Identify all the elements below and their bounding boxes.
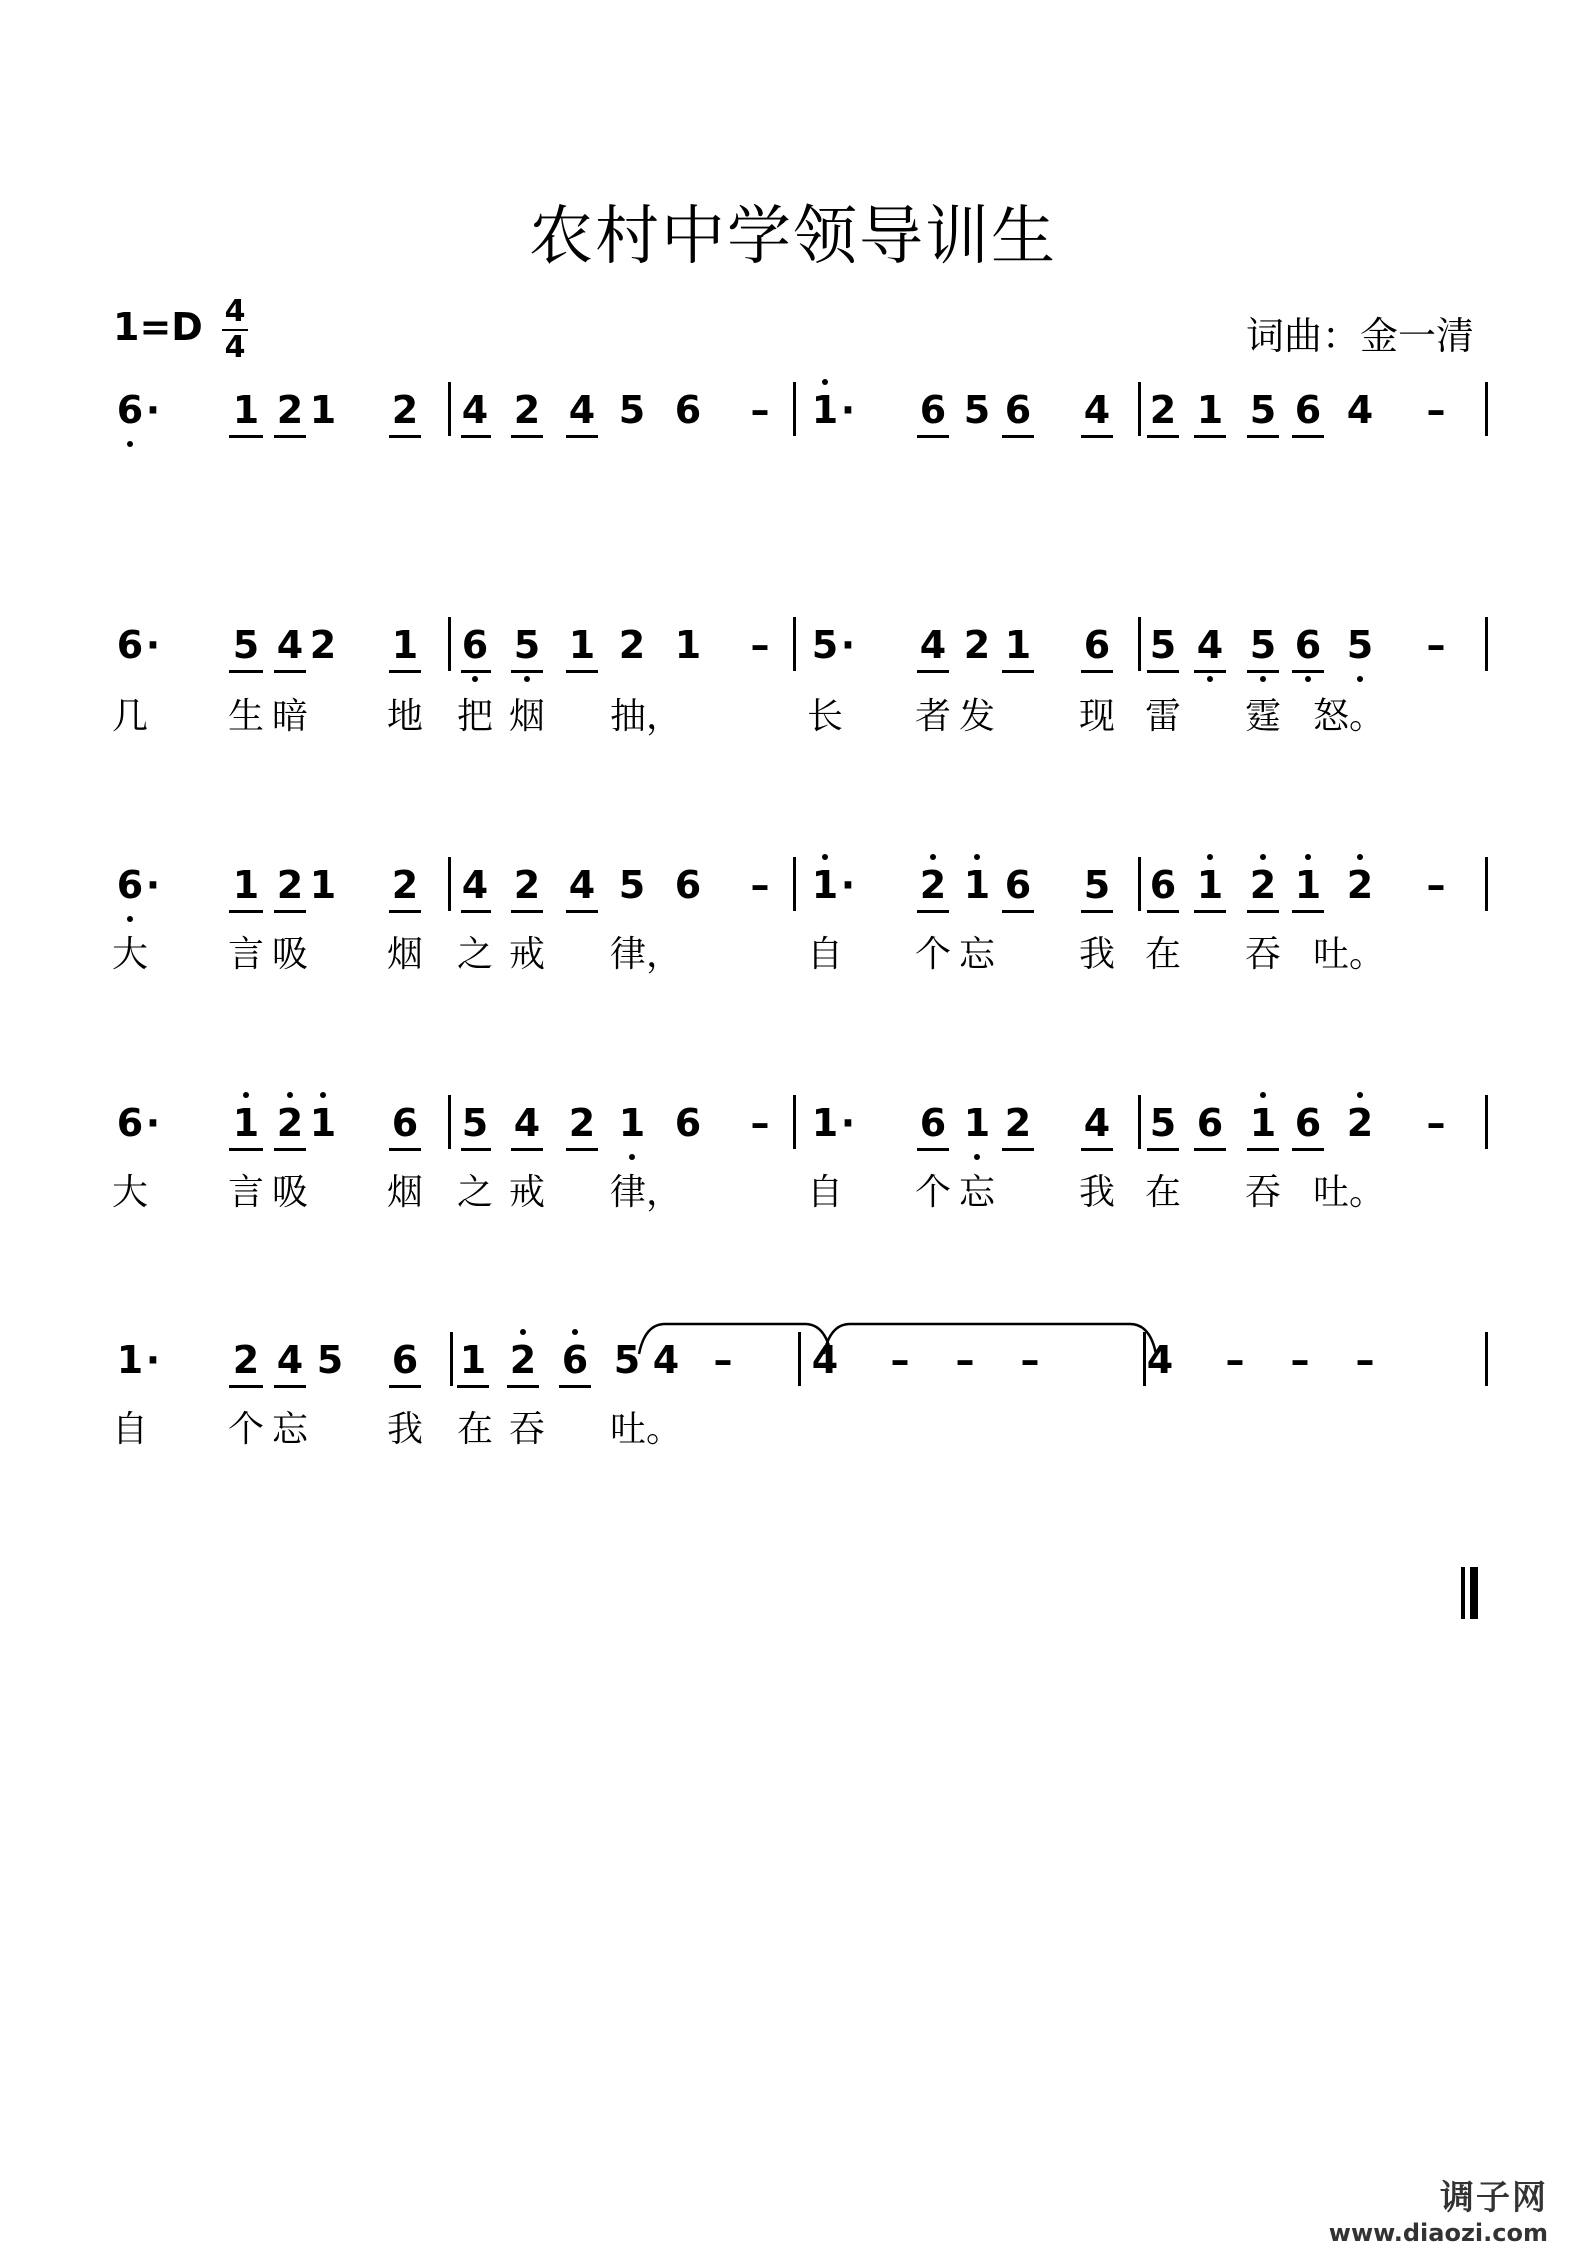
lyric-syllable: 吐。 bbox=[1313, 934, 1386, 975]
octave-up-dot bbox=[1357, 1092, 1363, 1098]
octave-up-dot bbox=[1260, 854, 1266, 860]
augmentation-dot: · bbox=[145, 1338, 161, 1382]
lyric-syllable: 烟 bbox=[508, 696, 545, 737]
lyric-syllable: 长 bbox=[806, 696, 843, 737]
note: 1 bbox=[1004, 623, 1032, 667]
eighth-underline bbox=[229, 435, 263, 438]
lyric-syllable: 者 bbox=[914, 696, 951, 737]
tie-2 bbox=[820, 1318, 1160, 1358]
lyric-syllable: 霆 bbox=[1244, 696, 1281, 737]
lyrics-line-2 bbox=[0, 692, 1586, 742]
octave-down-dot bbox=[127, 441, 133, 447]
eighth-underline bbox=[917, 1148, 949, 1151]
note: 5 bbox=[316, 1338, 344, 1382]
note: 2 bbox=[919, 863, 947, 907]
eighth-underline bbox=[1081, 1148, 1113, 1151]
note: 2 bbox=[276, 388, 304, 432]
octave-up-dot bbox=[572, 1329, 578, 1335]
watermark bbox=[1329, 2170, 1548, 2247]
barline bbox=[1485, 1095, 1488, 1149]
lyric-syllable: 戒 bbox=[508, 934, 545, 975]
eighth-underline bbox=[229, 1148, 263, 1151]
lyric-syllable: 忘 bbox=[958, 934, 995, 975]
final-barline-thick bbox=[1470, 1567, 1478, 1619]
note: 6 bbox=[1083, 623, 1111, 667]
octave-down-dot bbox=[1207, 676, 1213, 682]
eighth-underline bbox=[229, 670, 263, 673]
eighth-underline bbox=[1292, 910, 1324, 913]
lyric-syllable: 戒 bbox=[508, 1172, 545, 1213]
octave-down-dot bbox=[629, 1154, 635, 1160]
lyric-syllable: 个 bbox=[914, 934, 951, 975]
notation-line-4 bbox=[0, 1098, 1586, 1158]
eighth-underline bbox=[461, 1148, 491, 1151]
eighth-underline bbox=[389, 435, 421, 438]
eighth-underline bbox=[559, 1385, 591, 1388]
lyric-syllable: 吸 bbox=[271, 1172, 308, 1213]
eighth-underline bbox=[1194, 910, 1226, 913]
lyric-syllable: 在 bbox=[1144, 1172, 1181, 1213]
barline bbox=[1485, 857, 1488, 911]
lyric-syllable: 生 bbox=[227, 696, 264, 737]
barline bbox=[450, 1332, 453, 1386]
eighth-underline bbox=[507, 1385, 539, 1388]
octave-up-dot bbox=[974, 854, 980, 860]
note: 6 bbox=[1196, 1101, 1224, 1145]
note: 1 bbox=[1249, 1101, 1277, 1145]
note: 1 bbox=[963, 1101, 991, 1145]
augmentation-dot: · bbox=[145, 388, 161, 432]
eighth-underline bbox=[1194, 670, 1226, 673]
eighth-underline bbox=[1194, 1148, 1226, 1151]
eighth-underline bbox=[1247, 670, 1279, 673]
eighth-underline bbox=[511, 435, 543, 438]
note: 4 bbox=[1196, 623, 1224, 667]
note: 5 bbox=[1149, 1101, 1177, 1145]
note: 4 bbox=[276, 1338, 304, 1382]
note: 6 bbox=[1294, 388, 1322, 432]
eighth-underline bbox=[1247, 435, 1279, 438]
time-signature bbox=[222, 296, 248, 364]
note: 5 bbox=[232, 623, 260, 667]
note: 2 bbox=[513, 388, 541, 432]
eighth-underline bbox=[274, 1385, 306, 1388]
eighth-underline bbox=[274, 910, 306, 913]
sustain-dash: – bbox=[1290, 1338, 1310, 1382]
note: 1 bbox=[309, 863, 337, 907]
tie-1 bbox=[635, 1318, 835, 1358]
lyric-syllable: 吸 bbox=[271, 934, 308, 975]
time-signature-bottom: 4 bbox=[224, 330, 246, 365]
octave-down-dot bbox=[524, 676, 530, 682]
note: 4 bbox=[276, 623, 304, 667]
eighth-underline bbox=[1292, 1148, 1324, 1151]
barline bbox=[1485, 617, 1488, 671]
note: 2 bbox=[963, 623, 991, 667]
note: 4 bbox=[568, 863, 596, 907]
note: 1 bbox=[232, 863, 260, 907]
lyrics-line-4 bbox=[0, 1168, 1586, 1218]
eighth-underline bbox=[1081, 435, 1113, 438]
lyric-syllable: 几 bbox=[111, 696, 148, 737]
key-signature bbox=[113, 305, 203, 349]
lyrics-line-3 bbox=[0, 930, 1586, 980]
note: 1 bbox=[811, 388, 839, 432]
note: 1 bbox=[1196, 388, 1224, 432]
note: 5 bbox=[461, 1101, 489, 1145]
eighth-underline bbox=[1002, 910, 1034, 913]
lyric-syllable: 大 bbox=[111, 934, 148, 975]
sustain-dash: – bbox=[1426, 623, 1446, 667]
note: 6 bbox=[116, 623, 144, 667]
note: 4 bbox=[1083, 388, 1111, 432]
eighth-underline bbox=[511, 670, 543, 673]
note: 1 bbox=[232, 1101, 260, 1145]
octave-up-dot bbox=[243, 1092, 249, 1098]
notation-line-2 bbox=[0, 620, 1586, 680]
octave-down-dot bbox=[1357, 676, 1363, 682]
lyric-syllable: 自 bbox=[806, 934, 843, 975]
note: 2 bbox=[1346, 863, 1374, 907]
note: 1 bbox=[1196, 863, 1224, 907]
note: 2 bbox=[276, 1101, 304, 1145]
note: 1 bbox=[309, 388, 337, 432]
eighth-underline bbox=[457, 1385, 489, 1388]
barline bbox=[1485, 1332, 1488, 1386]
lyric-syllable: 忘 bbox=[958, 1172, 995, 1213]
eighth-underline bbox=[1147, 1148, 1179, 1151]
lyric-syllable: 自 bbox=[806, 1172, 843, 1213]
eighth-underline bbox=[917, 910, 949, 913]
octave-up-dot bbox=[1207, 854, 1213, 860]
note: 6 bbox=[561, 1338, 589, 1382]
note: 6 bbox=[391, 1101, 419, 1145]
eighth-underline bbox=[1002, 435, 1034, 438]
eighth-underline bbox=[917, 435, 949, 438]
note: 5 bbox=[811, 623, 839, 667]
lyric-syllable: 个 bbox=[914, 1172, 951, 1213]
note: 5 bbox=[1149, 623, 1177, 667]
final-barline-thin bbox=[1461, 1567, 1465, 1619]
lyric-syllable: 之 bbox=[456, 1172, 493, 1213]
eighth-underline bbox=[566, 670, 598, 673]
note: 6 bbox=[674, 1101, 702, 1145]
note: 2 bbox=[618, 623, 646, 667]
lyric-syllable: 地 bbox=[386, 696, 423, 737]
lyric-syllable: 发 bbox=[958, 696, 995, 737]
note: 2 bbox=[1249, 863, 1277, 907]
lyric-syllable: 忘 bbox=[271, 1409, 308, 1450]
lyric-syllable: 在 bbox=[456, 1409, 493, 1450]
barline bbox=[793, 382, 796, 436]
eighth-underline bbox=[1002, 670, 1034, 673]
sustain-dash: – bbox=[750, 623, 770, 667]
note: 5 bbox=[963, 388, 991, 432]
note: 5 bbox=[513, 623, 541, 667]
note: 1 bbox=[116, 1338, 144, 1382]
note: 2 bbox=[1149, 388, 1177, 432]
lyric-syllable: 言 bbox=[227, 934, 264, 975]
eighth-underline bbox=[389, 910, 421, 913]
note: 5 bbox=[618, 863, 646, 907]
lyric-syllable: 烟 bbox=[386, 1172, 423, 1213]
note: 2 bbox=[568, 1101, 596, 1145]
note: 6 bbox=[1294, 623, 1322, 667]
lyric-syllable: 律， bbox=[610, 934, 683, 975]
lyric-syllable: 大 bbox=[111, 1172, 148, 1213]
note: 1 bbox=[391, 623, 419, 667]
note: 6 bbox=[1004, 388, 1032, 432]
eighth-underline bbox=[461, 910, 491, 913]
note: 6 bbox=[919, 388, 947, 432]
sustain-dash: – bbox=[955, 1338, 975, 1382]
lyric-syllable: 我 bbox=[1078, 1172, 1115, 1213]
barline bbox=[1138, 617, 1141, 671]
time-signature-top: 4 bbox=[224, 294, 246, 329]
eighth-underline bbox=[1081, 910, 1113, 913]
note: 6 bbox=[116, 863, 144, 907]
notation-line-3 bbox=[0, 860, 1586, 920]
note: 4 bbox=[1083, 1101, 1111, 1145]
sustain-dash: – bbox=[1426, 388, 1446, 432]
sustain-dash: – bbox=[713, 1338, 733, 1382]
lyrics-line-5 bbox=[0, 1405, 1586, 1455]
lyric-syllable: 吞 bbox=[1244, 934, 1281, 975]
note: 5 bbox=[618, 388, 646, 432]
note: 4 bbox=[919, 623, 947, 667]
eighth-underline bbox=[389, 1385, 421, 1388]
lyric-syllable: 暗 bbox=[271, 696, 308, 737]
octave-up-dot bbox=[520, 1329, 526, 1335]
note: 1 bbox=[568, 623, 596, 667]
sustain-dash: – bbox=[1020, 1338, 1040, 1382]
note: 6 bbox=[1294, 1101, 1322, 1145]
eighth-underline bbox=[1292, 435, 1324, 438]
eighth-underline bbox=[566, 435, 598, 438]
octave-down-dot bbox=[472, 676, 478, 682]
note: 5 bbox=[1249, 623, 1277, 667]
barline bbox=[1138, 857, 1141, 911]
augmentation-dot: · bbox=[840, 623, 856, 667]
eighth-underline bbox=[1247, 910, 1279, 913]
lyric-syllable: 现 bbox=[1078, 696, 1115, 737]
note: 1 bbox=[232, 388, 260, 432]
lyric-syllable: 怒。 bbox=[1313, 696, 1386, 737]
barline bbox=[1138, 382, 1141, 436]
note: 1 bbox=[1294, 863, 1322, 907]
eighth-underline bbox=[917, 670, 949, 673]
eighth-underline bbox=[1194, 435, 1226, 438]
sustain-dash: – bbox=[750, 863, 770, 907]
note: 6 bbox=[1004, 863, 1032, 907]
lyric-syllable: 吐。 bbox=[610, 1409, 683, 1450]
watermark-url: www.diaozi.com bbox=[1328, 2219, 1548, 2247]
lyric-syllable: 抽， bbox=[610, 696, 683, 737]
note: 2 bbox=[309, 623, 337, 667]
eighth-underline bbox=[274, 1148, 306, 1151]
eighth-underline bbox=[1081, 670, 1113, 673]
note: 6 bbox=[116, 1101, 144, 1145]
lyric-syllable: 我 bbox=[386, 1409, 423, 1450]
note: 2 bbox=[232, 1338, 260, 1382]
eighth-underline bbox=[461, 435, 491, 438]
note: 2 bbox=[1004, 1101, 1032, 1145]
barline bbox=[1138, 1095, 1141, 1149]
eighth-underline bbox=[274, 670, 306, 673]
lyric-syllable: 吞 bbox=[1244, 1172, 1281, 1213]
octave-up-dot bbox=[1357, 854, 1363, 860]
sustain-dash: – bbox=[1426, 1101, 1446, 1145]
eighth-underline bbox=[229, 1385, 263, 1388]
octave-down-dot bbox=[1305, 676, 1311, 682]
note: 4 bbox=[1346, 388, 1374, 432]
eighth-underline bbox=[566, 910, 598, 913]
octave-up-dot bbox=[320, 1092, 326, 1098]
note: 4 bbox=[811, 1338, 839, 1382]
note: 6 bbox=[391, 1338, 419, 1382]
lyric-syllable: 吞 bbox=[508, 1409, 545, 1450]
note: 4 bbox=[1146, 1338, 1174, 1382]
note: 6 bbox=[674, 388, 702, 432]
barline bbox=[448, 382, 451, 436]
note: 4 bbox=[461, 863, 489, 907]
note: 6 bbox=[674, 863, 702, 907]
eighth-underline bbox=[389, 1148, 421, 1151]
lyric-syllable: 言 bbox=[227, 1172, 264, 1213]
barline bbox=[448, 1095, 451, 1149]
octave-up-dot bbox=[1260, 1092, 1266, 1098]
lyric-syllable: 我 bbox=[1078, 934, 1115, 975]
note: 2 bbox=[276, 863, 304, 907]
augmentation-dot: · bbox=[840, 1101, 856, 1145]
note: 4 bbox=[652, 1338, 680, 1382]
note: 1 bbox=[674, 623, 702, 667]
octave-up-dot bbox=[822, 379, 828, 385]
note: 2 bbox=[391, 863, 419, 907]
octave-up-dot bbox=[1305, 854, 1311, 860]
lyric-syllable: 个 bbox=[227, 1409, 264, 1450]
notation-line-1 bbox=[0, 385, 1586, 445]
eighth-underline bbox=[229, 910, 263, 913]
augmentation-dot: · bbox=[840, 388, 856, 432]
barline bbox=[793, 857, 796, 911]
note: 5 bbox=[613, 1338, 641, 1382]
augmentation-dot: · bbox=[145, 623, 161, 667]
note: 5 bbox=[1249, 388, 1277, 432]
octave-down-dot bbox=[1260, 676, 1266, 682]
sustain-dash: – bbox=[1426, 863, 1446, 907]
octave-down-dot bbox=[974, 1154, 980, 1160]
barline bbox=[793, 1095, 796, 1149]
note: 1 bbox=[963, 863, 991, 907]
note: 5 bbox=[1346, 623, 1374, 667]
lyric-syllable: 律， bbox=[610, 1172, 683, 1213]
lyric-syllable: 吐。 bbox=[1313, 1172, 1386, 1213]
note: 1 bbox=[811, 1101, 839, 1145]
augmentation-dot: · bbox=[840, 863, 856, 907]
sustain-dash: – bbox=[750, 388, 770, 432]
eighth-underline bbox=[511, 910, 543, 913]
octave-down-dot bbox=[127, 916, 133, 922]
barline bbox=[448, 617, 451, 671]
augmentation-dot: · bbox=[145, 1101, 161, 1145]
lyric-syllable: 雷 bbox=[1144, 696, 1181, 737]
note: 2 bbox=[391, 388, 419, 432]
eighth-underline bbox=[274, 435, 306, 438]
key-label: 1=D bbox=[113, 305, 203, 349]
note: 1 bbox=[309, 1101, 337, 1145]
watermark-name: 调子网 bbox=[1440, 2178, 1548, 2218]
octave-up-dot bbox=[930, 854, 936, 860]
eighth-underline bbox=[1247, 1148, 1279, 1151]
lyric-syllable: 自 bbox=[111, 1409, 148, 1450]
song-title: 农村中学领导训生 bbox=[529, 200, 1057, 274]
note: 2 bbox=[513, 863, 541, 907]
octave-up-dot bbox=[822, 854, 828, 860]
eighth-underline bbox=[461, 670, 491, 673]
note: 6 bbox=[1149, 863, 1177, 907]
eighth-underline bbox=[1147, 670, 1179, 673]
note: 1 bbox=[459, 1338, 487, 1382]
eighth-underline bbox=[1147, 910, 1179, 913]
lyric-syllable: 之 bbox=[456, 934, 493, 975]
sustain-dash: – bbox=[750, 1101, 770, 1145]
augmentation-dot: · bbox=[145, 863, 161, 907]
note: 6 bbox=[919, 1101, 947, 1145]
octave-up-dot bbox=[287, 1092, 293, 1098]
eighth-underline bbox=[1292, 670, 1324, 673]
eighth-underline bbox=[1002, 1148, 1034, 1151]
note: 2 bbox=[509, 1338, 537, 1382]
composer-credit: 词曲：金一清 bbox=[1245, 314, 1474, 358]
sustain-dash: – bbox=[1355, 1338, 1375, 1382]
barline bbox=[1485, 382, 1488, 436]
eighth-underline bbox=[389, 670, 421, 673]
eighth-underline bbox=[566, 1148, 598, 1151]
note: 1 bbox=[618, 1101, 646, 1145]
lyric-syllable: 把 bbox=[456, 696, 493, 737]
sustain-dash: – bbox=[1225, 1338, 1245, 1382]
note: 4 bbox=[513, 1101, 541, 1145]
note: 4 bbox=[568, 388, 596, 432]
eighth-underline bbox=[1147, 435, 1179, 438]
note: 6 bbox=[116, 388, 144, 432]
lyric-syllable: 烟 bbox=[386, 934, 423, 975]
lyric-syllable: 在 bbox=[1144, 934, 1181, 975]
note: 2 bbox=[1346, 1101, 1374, 1145]
barline bbox=[793, 617, 796, 671]
sustain-dash: – bbox=[890, 1338, 910, 1382]
note: 4 bbox=[461, 388, 489, 432]
barline bbox=[448, 857, 451, 911]
eighth-underline bbox=[511, 1148, 543, 1151]
note: 5 bbox=[1083, 863, 1111, 907]
note: 6 bbox=[461, 623, 489, 667]
note: 1 bbox=[811, 863, 839, 907]
